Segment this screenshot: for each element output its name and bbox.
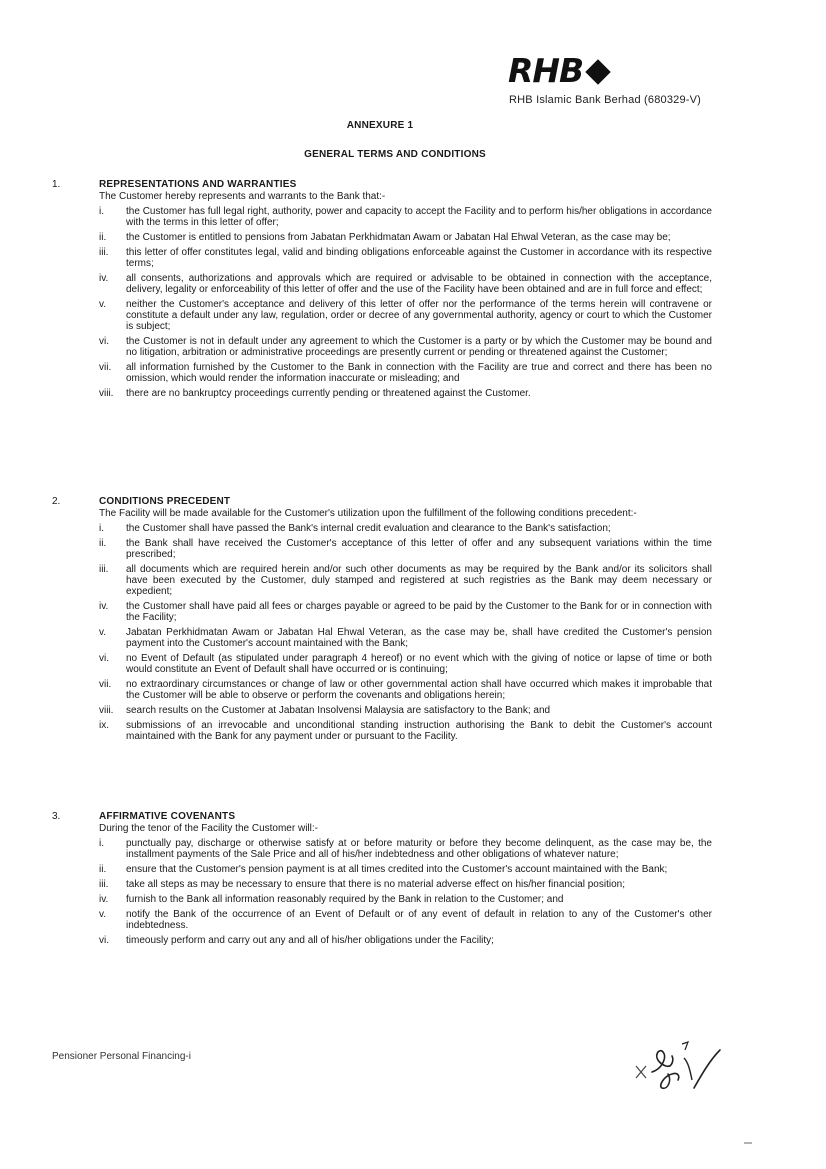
list-item	[52, 909, 712, 931]
item-numeral: i.	[99, 523, 104, 534]
item-numeral: i.	[99, 838, 104, 849]
document-title: GENERAL TERMS AND CONDITIONS	[304, 149, 486, 160]
bank-name: RHB Islamic Bank Berhad (680329-V)	[509, 94, 702, 106]
item-text: furnish to the Bank all information reasonably required by the Bank in relation to the Customer; and	[126, 894, 564, 905]
item-numeral: iii.	[99, 879, 109, 890]
item-text: all documents which are required herein and/or such other documents as may be required by the Bank and/or its solicitors shall have been executed by the Customer, duly stamped and registered at such registries as the Bank may deem necessary or expedient;	[126, 564, 712, 597]
section-conditions-precedent	[52, 496, 712, 742]
list-item	[52, 705, 712, 716]
item-numeral: iv.	[99, 894, 109, 905]
list-item	[52, 388, 712, 399]
item-text: neither the Customer's acceptance and delivery of this letter of offer nor the performance of the terms herein will contravene or constitute a default under any law, regulation, order or decree of any governmental authority, agency or court to which the Customer is subject;	[126, 299, 712, 332]
section-number: 1.	[52, 179, 61, 190]
list-item	[52, 362, 712, 384]
item-text: ensure that the Customer's pension payment is at all times credited into the Customer's account maintained with the Bank;	[126, 864, 668, 875]
item-numeral: v.	[99, 299, 107, 310]
list-item	[52, 653, 712, 675]
item-text: search results on the Customer at Jabatan Insolvensi Malaysia are satisfactory to the Bank; and	[126, 705, 551, 716]
section-heading	[52, 179, 712, 191]
item-numeral: iv.	[99, 601, 109, 612]
list-item	[52, 864, 712, 875]
list-item	[52, 336, 712, 358]
section-title: AFFIRMATIVE COVENANTS	[99, 811, 236, 822]
list-item	[52, 720, 712, 742]
item-numeral: vii.	[99, 679, 112, 690]
rhb-logo	[508, 51, 607, 90]
item-text: take all steps as may be necessary to ensure that there is no material adverse effect on his/her financial position;	[126, 879, 625, 890]
list-item	[52, 538, 712, 560]
item-numeral: vi.	[99, 336, 109, 347]
list-item	[52, 564, 712, 597]
item-text: notify the Bank of the occurrence of an Event of Default or of any event of default in relation to any of the Customer's other indebtedness.	[126, 909, 712, 931]
handwritten-signature	[628, 1030, 738, 1100]
logo-text: RHB	[508, 51, 584, 90]
item-text: the Customer is entitled to pensions from Jabatan Perkhidmatan Awam or Jabatan Hal Ehwal Veteran, as the case may be;	[126, 232, 671, 243]
item-text: there are no bankruptcy proceedings currently pending or threatened against the Customer.	[126, 388, 531, 399]
item-numeral: vii.	[99, 362, 112, 373]
list-item	[52, 601, 712, 623]
item-numeral: vi.	[99, 653, 109, 664]
item-numeral: iii.	[99, 564, 109, 575]
section-heading	[52, 496, 712, 508]
item-text: the Customer is not in default under any agreement to which the Customer is a party or by which the Customer may be bound and no litigation, arbitration or administrative proceedings are presently current or pending or threatened against the Customer;	[126, 336, 712, 358]
item-text: this letter of offer constitutes legal, valid and binding obligations enforceable against the Customer in accordance with its respective terms;	[126, 247, 712, 269]
item-numeral: ii.	[99, 538, 107, 549]
section-intro: The Facility will be made available for the Customer's utilization upon the fulfillment of the following conditions precedent:-	[99, 508, 637, 519]
diamond-icon	[585, 59, 610, 84]
item-text: the Customer shall have passed the Bank's internal credit evaluation and clearance to the Bank's satisfaction;	[126, 523, 611, 534]
item-text: punctually pay, discharge or otherwise satisfy at or before maturity or before they become delinquent, as the case may be, the installment payments of the Sale Price and all of his/her indebtedness and other obligations of whatever nature;	[126, 838, 712, 860]
section-intro: During the tenor of the Facility the Customer will:-	[99, 823, 318, 834]
item-numeral: vi.	[99, 935, 109, 946]
item-numeral: iv.	[99, 273, 109, 284]
scan-mark	[744, 1141, 752, 1145]
item-numeral: ix.	[99, 720, 109, 731]
section-number: 2.	[52, 496, 61, 507]
clause-list	[52, 838, 712, 946]
list-item	[52, 879, 712, 890]
list-item	[52, 232, 712, 243]
list-item	[52, 523, 712, 534]
list-item	[52, 838, 712, 860]
clause-list	[52, 523, 712, 742]
section-representations-warranties	[52, 179, 712, 399]
footer-product-name: Pensioner Personal Financing-i	[52, 1051, 191, 1062]
section-affirmative-covenants	[52, 811, 712, 946]
item-text: the Customer shall have paid all fees or charges payable or agreed to be paid by the Customer to the Bank for or in connection with the Facility;	[126, 601, 712, 623]
item-text: all consents, authorizations and approvals which are required or advisable to be obtained in connection with the acceptance, delivery, legality or enforceability of this letter of offer and the use of the Facility have been obtained and are in full force and effect;	[126, 273, 712, 295]
item-numeral: v.	[99, 627, 107, 638]
item-numeral: v.	[99, 909, 107, 920]
list-item	[52, 247, 712, 269]
list-item	[52, 935, 712, 946]
item-numeral: viii.	[99, 388, 114, 399]
section-heading	[52, 811, 712, 823]
list-item	[52, 627, 712, 649]
item-text: timeously perform and carry out any and all of his/her obligations under the Facility;	[126, 935, 494, 946]
section-title: REPRESENTATIONS AND WARRANTIES	[99, 179, 297, 190]
item-numeral: viii.	[99, 705, 114, 716]
list-item	[52, 894, 712, 905]
item-text: the Bank shall have received the Customer's acceptance of this letter of offer and any subsequent variations within the time prescribed;	[126, 538, 712, 560]
item-text: no Event of Default (as stipulated under paragraph 4 hereof) or no event which with the giving of notice or lapse of time or both would constitute an Event of Default shall have occurred or is continuing;	[126, 653, 712, 675]
annexure-title: ANNEXURE 1	[346, 120, 414, 131]
item-text: the Customer has full legal right, authority, power and capacity to accept the Facility and to perform his/her obligations in accordance with the terms in this letter of offer;	[126, 206, 712, 228]
section-number: 3.	[52, 811, 61, 822]
item-text: submissions of an irrevocable and unconditional standing instruction authorising the Bank to debit the Customer's account maintained with the Bank for any payment under or pursuant to the Facility.	[126, 720, 712, 742]
section-title: CONDITIONS PRECEDENT	[99, 496, 231, 507]
item-numeral: ii.	[99, 864, 107, 875]
list-item	[52, 679, 712, 701]
item-numeral: i.	[99, 206, 104, 217]
item-text: all information furnished by the Customer to the Bank in connection with the Facility are true and correct and there has been no omission, which would render the information inaccurate or misleading; and	[126, 362, 712, 384]
item-text: no extraordinary circumstances or change of law or other governmental action shall have occurred which makes it improbable that the Customer will be able to observe or perform the covenants and obligations herein;	[126, 679, 712, 701]
item-numeral: iii.	[99, 247, 109, 258]
list-item	[52, 299, 712, 332]
list-item	[52, 206, 712, 228]
item-numeral: ii.	[99, 232, 107, 243]
item-text: Jabatan Perkhidmatan Awam or Jabatan Hal Ehwal Veteran, as the case may be, shall have credited the Customer's pension payment into the Customer's account maintained with the Bank;	[126, 627, 712, 649]
section-intro: The Customer hereby represents and warrants to the Bank that:-	[99, 191, 386, 202]
clause-list	[52, 206, 712, 399]
list-item	[52, 273, 712, 295]
